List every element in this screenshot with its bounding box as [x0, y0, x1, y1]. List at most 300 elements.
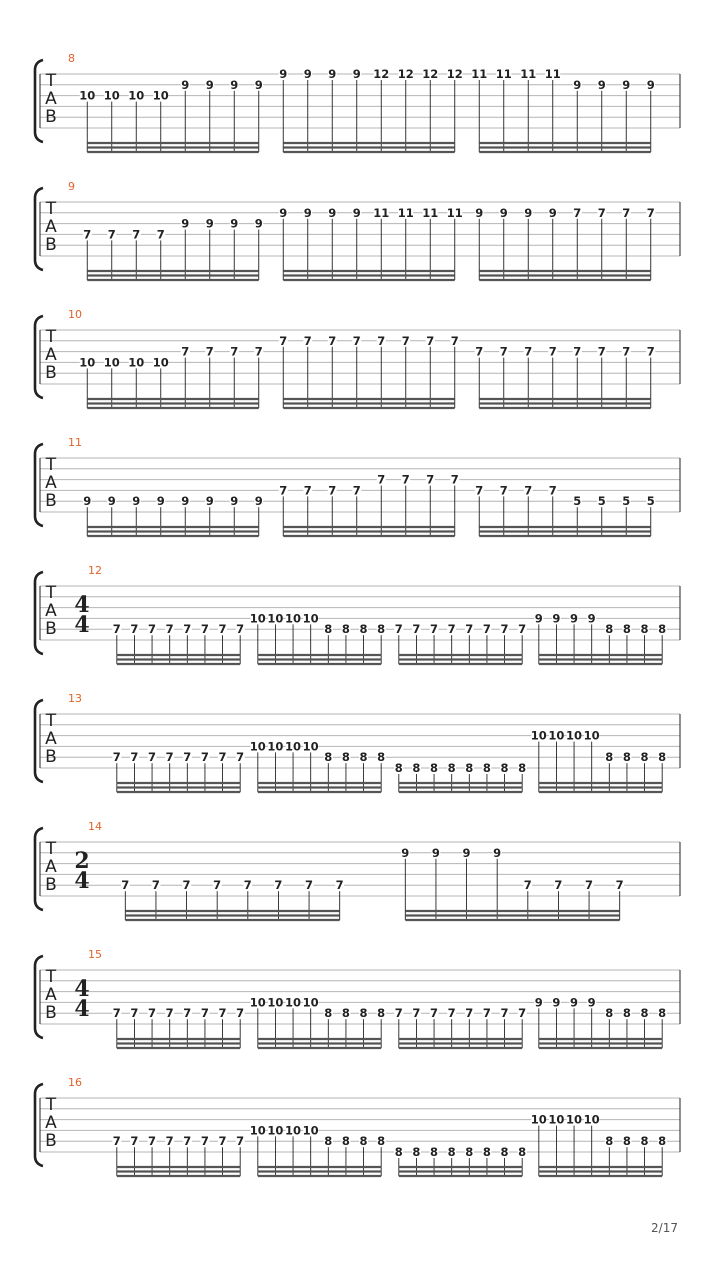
fret-number: 7 — [236, 750, 245, 765]
tab-clef-letter: A — [45, 601, 57, 621]
fret-number: 12 — [397, 67, 414, 81]
tab-clef-letter: T — [45, 199, 57, 219]
tab-system — [35, 948, 680, 1048]
tab-system — [35, 820, 680, 920]
fret-number: 7 — [130, 750, 139, 765]
fret-number: 11 — [544, 67, 561, 81]
fret-number: 8 — [640, 750, 649, 765]
measure-number: 9 — [68, 180, 75, 193]
tab-clef-letter: B — [45, 875, 57, 895]
fret-number: 8 — [341, 1134, 350, 1149]
fret-number: 9 — [534, 995, 543, 1010]
fret-number: 9 — [587, 611, 596, 626]
fret-number: 8 — [622, 622, 631, 637]
tab-system — [35, 1076, 680, 1176]
fret-number: 8 — [412, 761, 421, 775]
fret-number: 10 — [302, 1123, 319, 1138]
fret-number: 8 — [359, 622, 368, 637]
tab-clef-letter: B — [45, 619, 57, 639]
fret-number: 9 — [230, 494, 239, 509]
fret-number: 8 — [622, 750, 631, 765]
fret-number: 8 — [605, 750, 614, 765]
fret-number: 8 — [605, 1134, 614, 1149]
fret-number: 7 — [328, 333, 337, 348]
fret-number: 7 — [622, 344, 631, 359]
fret-number: 7 — [597, 205, 606, 220]
fret-number: 7 — [165, 750, 174, 765]
tab-clef-letter: B — [45, 491, 57, 511]
fret-number: 10 — [302, 739, 319, 754]
time-signature-numerator: 2 — [74, 848, 90, 874]
measure-number: 15 — [88, 948, 102, 961]
fret-number: 7 — [200, 622, 209, 637]
fret-number: 7 — [112, 1134, 121, 1149]
fret-number: 9 — [548, 205, 557, 220]
fret-number: 9 — [205, 494, 214, 509]
fret-number: 8 — [658, 1134, 667, 1149]
fret-number: 9 — [181, 216, 190, 231]
tab-clef-letter: A — [45, 857, 57, 877]
fret-number: 8 — [518, 1145, 527, 1159]
fret-number: 9 — [132, 494, 141, 509]
fret-number: 8 — [465, 1145, 474, 1159]
fret-number: 7 — [465, 622, 474, 637]
fret-number: 8 — [359, 1134, 368, 1149]
fret-number: 7 — [482, 622, 491, 637]
tab-clef-letter: A — [45, 1113, 57, 1133]
fret-number: 5 — [597, 494, 606, 509]
fret-number: 8 — [447, 1145, 456, 1159]
tab-clef-letter: B — [45, 747, 57, 767]
fret-number: 7 — [200, 1134, 209, 1149]
fret-number: 7 — [500, 1006, 509, 1021]
tab-clef-letter: A — [45, 985, 57, 1005]
fret-number: 8 — [359, 750, 368, 765]
fret-number: 7 — [430, 622, 439, 637]
fret-number: 8 — [500, 761, 509, 775]
system-bracket — [35, 316, 43, 398]
fret-number: 7 — [646, 344, 655, 359]
fret-number: 7 — [236, 1134, 245, 1149]
fret-number: 8 — [658, 622, 667, 637]
tab-system — [35, 308, 680, 408]
fret-number: 8 — [658, 1006, 667, 1021]
fret-number: 7 — [303, 333, 312, 348]
tab-clef-letter: T — [45, 583, 57, 603]
fret-number: 7 — [335, 878, 344, 893]
fret-number: 7 — [218, 622, 227, 637]
fret-number: 10 — [530, 728, 547, 743]
fret-number: 9 — [83, 494, 92, 509]
fret-number: 11 — [422, 205, 439, 220]
fret-number: 5 — [622, 494, 631, 509]
fret-number: 7 — [500, 622, 509, 637]
fret-number: 11 — [495, 67, 512, 81]
fret-number: 7 — [205, 344, 214, 359]
fret-number: 8 — [377, 750, 386, 765]
fret-number: 9 — [570, 611, 579, 626]
time-signature-denominator: 4 — [74, 996, 90, 1022]
fret-number: 7 — [148, 1134, 157, 1149]
fret-number: 10 — [103, 355, 120, 370]
measure-number: 14 — [88, 820, 102, 833]
fret-number: 10 — [152, 355, 169, 370]
fret-number: 7 — [183, 622, 192, 637]
fret-number: 10 — [285, 1123, 302, 1138]
fret-number: 8 — [482, 761, 491, 775]
fret-number: 7 — [615, 878, 624, 893]
fret-number: 10 — [249, 995, 266, 1010]
fret-number: 7 — [183, 1006, 192, 1021]
fret-number: 8 — [518, 761, 527, 775]
fret-number: 7 — [518, 1006, 527, 1021]
fret-number: 9 — [475, 205, 484, 220]
fret-number: 9 — [552, 611, 561, 626]
fret-number: 8 — [447, 761, 456, 775]
fret-number: 9 — [254, 216, 263, 231]
page-number: 2/17 — [651, 1221, 678, 1235]
fret-number: 9 — [587, 995, 596, 1010]
fret-number: 8 — [412, 1145, 421, 1159]
fret-number: 9 — [254, 494, 263, 509]
system-bracket — [35, 1084, 43, 1166]
fret-number: 9 — [401, 845, 410, 860]
fret-number: 7 — [165, 1134, 174, 1149]
fret-number: 7 — [218, 1006, 227, 1021]
fret-number: 7 — [148, 750, 157, 765]
fret-number: 7 — [183, 750, 192, 765]
fret-number: 8 — [394, 1145, 403, 1159]
fret-number: 7 — [447, 622, 456, 637]
fret-number: 7 — [401, 333, 410, 348]
fret-number: 7 — [274, 878, 283, 893]
fret-number: 9 — [622, 77, 631, 92]
fret-number: 8 — [640, 622, 649, 637]
fret-number: 10 — [583, 728, 600, 743]
fret-number: 10 — [267, 739, 284, 754]
tab-clef-letter: B — [45, 1131, 57, 1151]
fret-number: 10 — [548, 1112, 565, 1127]
fret-number: 5 — [573, 494, 582, 509]
fret-number: 7 — [377, 333, 386, 348]
measure-number: 16 — [68, 1076, 82, 1089]
tab-clef-letter: B — [45, 1003, 57, 1023]
measure-number: 11 — [68, 436, 82, 449]
fret-number: 10 — [583, 1112, 600, 1127]
fret-number: 8 — [324, 1134, 333, 1149]
fret-number: 8 — [430, 1145, 439, 1159]
fret-number: 8 — [605, 1006, 614, 1021]
fret-number: 7 — [573, 344, 582, 359]
fret-number: 7 — [112, 750, 121, 765]
fret-number: 9 — [431, 845, 440, 860]
tab-clef-letter: A — [45, 473, 57, 493]
system-bracket — [35, 956, 43, 1038]
fret-number: 7 — [573, 205, 582, 220]
fret-number: 9 — [328, 67, 337, 81]
fret-number: 7 — [554, 878, 563, 893]
time-signature-numerator: 4 — [74, 592, 90, 618]
fret-number: 9 — [552, 995, 561, 1010]
fret-number: 7 — [475, 483, 484, 498]
tab-clef-letter: B — [45, 363, 57, 383]
fret-number: 7 — [112, 1006, 121, 1021]
fret-number: 7 — [499, 483, 508, 498]
fret-number: 10 — [103, 88, 120, 103]
fret-number: 9 — [230, 77, 239, 92]
fret-number: 10 — [285, 995, 302, 1010]
fret-number: 7 — [412, 622, 421, 637]
fret-number: 8 — [622, 1134, 631, 1149]
system-bracket — [35, 444, 43, 526]
fret-number: 10 — [79, 355, 96, 370]
fret-number: 7 — [182, 878, 191, 893]
fret-number: 7 — [303, 483, 312, 498]
time-signature-denominator: 4 — [74, 868, 90, 894]
fret-number: 8 — [341, 750, 350, 765]
fret-number: 7 — [394, 1006, 403, 1021]
fret-number: 7 — [112, 622, 121, 637]
fret-number: 8 — [500, 1145, 509, 1159]
tab-clef-letter: T — [45, 839, 57, 859]
fret-number: 8 — [359, 1006, 368, 1021]
fret-number: 9 — [493, 845, 502, 860]
fret-number: 7 — [148, 1006, 157, 1021]
fret-number: 7 — [646, 205, 655, 220]
fret-number: 8 — [622, 1006, 631, 1021]
measure-number: 13 — [68, 692, 82, 705]
fret-number: 8 — [394, 761, 403, 775]
fret-number: 9 — [597, 77, 606, 92]
fret-number: 10 — [267, 995, 284, 1010]
fret-number: 7 — [328, 483, 337, 498]
fret-number: 7 — [121, 878, 130, 893]
fret-number: 9 — [303, 67, 312, 81]
fret-number: 7 — [279, 483, 288, 498]
fret-number: 9 — [181, 494, 190, 509]
system-bracket — [35, 700, 43, 782]
fret-number: 9 — [499, 205, 508, 220]
fret-number: 7 — [83, 227, 92, 242]
time-signature-denominator: 4 — [74, 612, 90, 638]
fret-number: 7 — [165, 622, 174, 637]
tab-clef-letter: A — [45, 729, 57, 749]
fret-number: 5 — [646, 494, 655, 509]
fret-number: 10 — [267, 1123, 284, 1138]
fret-number: 7 — [524, 344, 533, 359]
fret-number: 8 — [377, 622, 386, 637]
fret-number: 7 — [475, 344, 484, 359]
tab-clef-letter: T — [45, 1095, 57, 1115]
fret-number: 9 — [328, 205, 337, 220]
fret-number: 11 — [446, 205, 463, 220]
fret-number: 9 — [352, 205, 361, 220]
fret-number: 7 — [394, 622, 403, 637]
fret-number: 8 — [430, 761, 439, 775]
fret-number: 7 — [305, 878, 314, 893]
fret-number: 7 — [622, 205, 631, 220]
fret-number: 7 — [213, 878, 222, 893]
system-bracket — [35, 60, 43, 142]
fret-number: 10 — [267, 611, 284, 626]
fret-number: 7 — [401, 472, 410, 487]
tab-system — [35, 692, 680, 792]
fret-number: 10 — [566, 1112, 583, 1127]
fret-number: 7 — [181, 344, 190, 359]
fret-number: 11 — [373, 205, 390, 220]
fret-number: 7 — [130, 622, 139, 637]
tab-clef-letter: T — [45, 455, 57, 475]
fret-number: 7 — [426, 472, 435, 487]
fret-number: 7 — [148, 622, 157, 637]
fret-number: 8 — [640, 1006, 649, 1021]
fret-number: 7 — [548, 344, 557, 359]
fret-number: 10 — [128, 355, 145, 370]
fret-number: 7 — [132, 227, 141, 242]
fret-number: 8 — [482, 1145, 491, 1159]
fret-number: 8 — [465, 761, 474, 775]
fret-number: 9 — [230, 216, 239, 231]
fret-number: 11 — [397, 205, 414, 220]
fret-number: 9 — [462, 845, 471, 860]
fret-number: 8 — [341, 622, 350, 637]
fret-number: 7 — [279, 333, 288, 348]
tab-system — [35, 436, 680, 536]
tab-system — [35, 564, 680, 664]
fret-number: 7 — [352, 333, 361, 348]
fret-number: 12 — [373, 67, 390, 81]
tab-system — [35, 180, 680, 280]
fret-number: 10 — [302, 995, 319, 1010]
fret-number: 7 — [499, 344, 508, 359]
fret-number: 9 — [573, 77, 582, 92]
fret-number: 9 — [107, 494, 116, 509]
fret-number: 7 — [151, 878, 160, 893]
fret-number: 7 — [450, 333, 459, 348]
fret-number: 7 — [597, 344, 606, 359]
fret-number: 7 — [156, 227, 165, 242]
system-bracket — [35, 572, 43, 654]
fret-number: 7 — [183, 1134, 192, 1149]
fret-number: 7 — [165, 1006, 174, 1021]
fret-number: 7 — [430, 1006, 439, 1021]
fret-number: 7 — [352, 483, 361, 498]
fret-number: 9 — [352, 67, 361, 81]
fret-number: 7 — [447, 1006, 456, 1021]
fret-number: 9 — [570, 995, 579, 1010]
fret-number: 12 — [422, 67, 439, 81]
fret-number: 7 — [377, 472, 386, 487]
fret-number: 9 — [205, 216, 214, 231]
fret-number: 9 — [181, 77, 190, 92]
fret-number: 7 — [130, 1006, 139, 1021]
fret-number: 10 — [566, 728, 583, 743]
fret-number: 8 — [324, 622, 333, 637]
fret-number: 10 — [128, 88, 145, 103]
fret-number: 8 — [377, 1134, 386, 1149]
fret-number: 7 — [218, 1134, 227, 1149]
fret-number: 10 — [249, 611, 266, 626]
time-signature-numerator: 4 — [74, 976, 90, 1002]
fret-number: 10 — [79, 88, 96, 103]
tab-clef-letter: A — [45, 217, 57, 237]
fret-number: 10 — [285, 739, 302, 754]
fret-number: 9 — [156, 494, 165, 509]
fret-number: 9 — [534, 611, 543, 626]
fret-number: 10 — [548, 728, 565, 743]
fret-number: 7 — [482, 1006, 491, 1021]
fret-number: 7 — [465, 1006, 474, 1021]
fret-number: 7 — [107, 227, 116, 242]
fret-number: 8 — [640, 1134, 649, 1149]
fret-number: 7 — [243, 878, 252, 893]
fret-number: 7 — [548, 483, 557, 498]
fret-number: 10 — [530, 1112, 547, 1127]
fret-number: 7 — [236, 622, 245, 637]
measure-number: 10 — [68, 308, 82, 321]
fret-number: 8 — [324, 1006, 333, 1021]
fret-number: 7 — [254, 344, 263, 359]
fret-number: 10 — [152, 88, 169, 103]
measure-number: 8 — [68, 52, 75, 65]
fret-number: 9 — [254, 77, 263, 92]
fret-number: 10 — [249, 739, 266, 754]
tab-clef-letter: A — [45, 89, 57, 109]
fret-number: 9 — [279, 205, 288, 220]
tab-clef-letter: A — [45, 345, 57, 365]
fret-number: 7 — [412, 1006, 421, 1021]
tab-clef-letter: T — [45, 967, 57, 987]
fret-number: 8 — [377, 1006, 386, 1021]
fret-number: 8 — [658, 750, 667, 765]
fret-number: 9 — [303, 205, 312, 220]
fret-number: 11 — [471, 67, 488, 81]
fret-number: 10 — [302, 611, 319, 626]
fret-number: 9 — [646, 77, 655, 92]
fret-number: 7 — [523, 878, 532, 893]
system-bracket — [35, 828, 43, 910]
tab-clef-letter: T — [45, 711, 57, 731]
system-bracket — [35, 188, 43, 270]
fret-number: 7 — [200, 1006, 209, 1021]
fret-number: 9 — [279, 67, 288, 81]
fret-number: 9 — [205, 77, 214, 92]
fret-number: 7 — [524, 483, 533, 498]
tab-clef-letter: B — [45, 107, 57, 127]
fret-number: 9 — [524, 205, 533, 220]
fret-number: 7 — [585, 878, 594, 893]
fret-number: 8 — [605, 622, 614, 637]
tab-clef-letter: B — [45, 235, 57, 255]
tab-clef-letter: T — [45, 71, 57, 91]
fret-number: 7 — [200, 750, 209, 765]
fret-number: 11 — [520, 67, 537, 81]
measure-number: 12 — [88, 564, 102, 577]
fret-number: 7 — [218, 750, 227, 765]
fret-number: 7 — [426, 333, 435, 348]
fret-number: 7 — [130, 1134, 139, 1149]
fret-number: 10 — [249, 1123, 266, 1138]
fret-number: 8 — [341, 1006, 350, 1021]
fret-number: 7 — [518, 622, 527, 637]
fret-number: 10 — [285, 611, 302, 626]
fret-number: 12 — [446, 67, 463, 81]
fret-number: 7 — [230, 344, 239, 359]
tab-clef-letter: T — [45, 327, 57, 347]
fret-number: 8 — [324, 750, 333, 765]
fret-number: 7 — [450, 472, 459, 487]
fret-number: 7 — [236, 1006, 245, 1021]
